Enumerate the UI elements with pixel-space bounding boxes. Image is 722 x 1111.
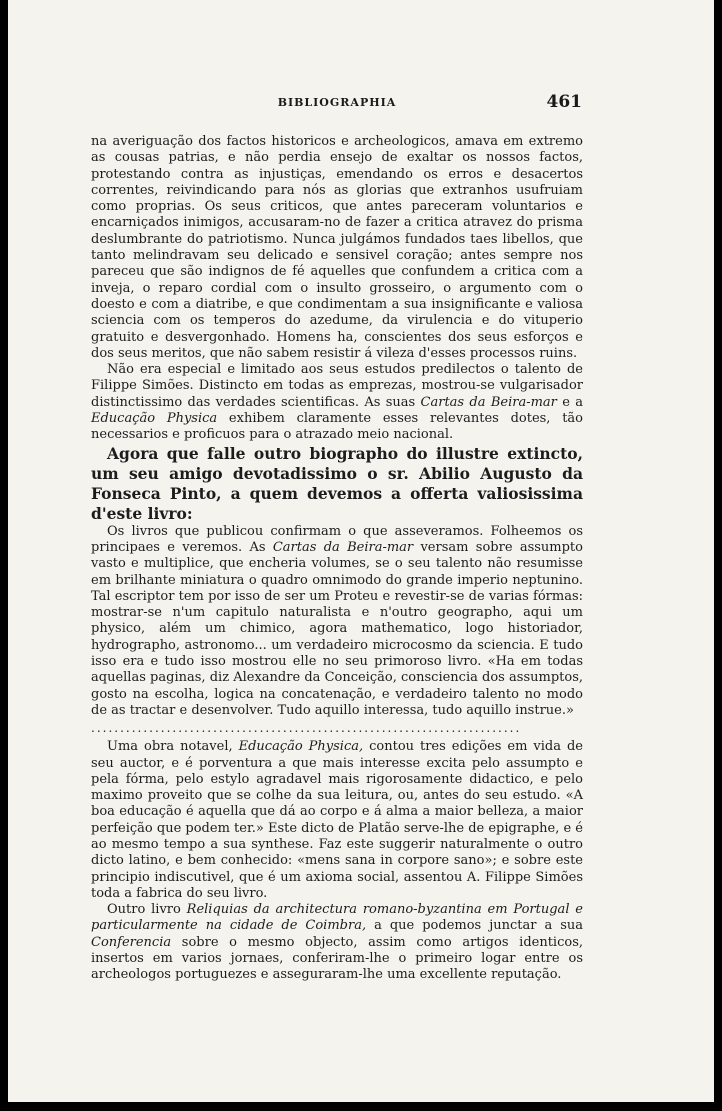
title-educacao-physica: Educação Physica [91,411,218,427]
book-page [8,0,714,1102]
paragraph-4-text-a: Uma obra notavel, [107,739,239,755]
paragraph-4 [91,739,583,902]
paragraph-5-text-b: a que podemos junctar a sua [366,918,583,934]
paragraph-2 [91,362,583,443]
paragraph-2-text-b: e a [556,394,583,410]
running-title: BIBLIOGRAPHIA [277,96,397,109]
paragraph-2-text-c: exhibem claramente esses relevantes dotes, tão necessarios e proficuos para o atrazado meio nacional. [91,411,584,443]
scan-border [0,1102,722,1111]
title-reliquias: Reliquias da architectura romano-byzantina em Portugal e particularmente na cidade de Coimbra, [91,902,583,934]
dotted-separator: .......................................................................... [91,723,522,734]
page-header [92,92,582,116]
page-number: 461 [546,92,582,112]
title-educacao-physica-2: Educação Physica, [238,739,364,755]
paragraph-1: na averiguação dos factos historicos e archeologicos, amava em extremo as cousas patrias, e não perdia ensejo de exaltar os nossos factos, protestando contra as injustiças, emendando os erros e desacertos correntes, reivindicando para nós as glorias que extranhos usufruiam como proprias. Os seus criticos, que antes pareceram voluntarios e encarniçados inimigos, accusaram-no de fazer a critica atravez do prisma deslumbrante do patriotismo. Nunca julgámos fundados taes libellos, que tanto melindravam seu delicado e sensivel coração; antes sempre nos pareceu que são indignos de fé aquelles que confundem a critica com a inveja, o reparo cordial com o insulto grosseiro, o argumento com o doesto e com a diatribe, e que condimentam a sua insignificante e valiosa sciencia com os temperos do azedume, da virulencia e do vituperio gratuito e desvergonhado. Homens ha, conscientes dos seus esforços e dos seus meritos, que não sabem resistir á vileza d'esses processos ruins. [91,134,583,361]
callout-paragraph: Agora que falle outro biographo do illustre extincto, um seu amigo devotadissimo o sr. Abilio Augusto da Fonseca Pinto, a quem devemos a offerta valiosissima d'este livro: [91,443,583,523]
paragraph-3-text-b: versam sobre assumpto vasto e multiplice, que encheria volumes, se o seu talento não resumisse em brilhante miniatura o quadro omnimodo do grande imperio neptunino. Tal escriptor tem por isso de ser um Proteu e revestir-se de varias fórmas: mostrar-se n'um capitulo naturalista e n'outro geographo, aqui um physico, além um chimico, agora mathematico, logo historiador, hydrographo, astronomo... um verdadeiro microcosmo da sciencia. E tudo isso era e tudo isso mostrou elle no seu primoroso livro. «Ha em todas aquellas paginas, diz Alexandre da Conceição, consciencia dos assumptos, gosto na escolha, logica na concatenação, e verdadeiro talento no modo de as tractar e desenvolver. Tudo aquillo interessa, tudo aquillo instrue.» [91,539,583,718]
paragraph-4-text-b: contou tres edições em vida de seu auctor, e é porventura a que mais interesse excita pelo assumpto e pela fórma, pelo estylo agradavel mais rigorosamente didactico, e pelo maximo proveito que se colhe da sua leitura, ou, antes do seu estudo. «A boa educação é aquella que dá ao corpo e á alma a maior belleza, a maior perfeição que podem ter.» Este dicto de Platão serve-lhe de epigraphe, e é ao mesmo tempo a sua synthese. Faz este suggerir naturalmente o outro dicto latino, e bem conhecido: «mens sana in corpore sano»; e sobre este principio indiscutivel, que é um axioma social, assentou A. Filippe Simões toda a fabrica do seu livro. [91,739,583,901]
paragraph-2-text-a: Não era especial e limitado aos seus estudos predilectos o talento de Filippe Simões. Distincto em todas as emprezas, mostrou-se vulgarisador distinctissimo das verdades scientificas. As suas [91,362,583,410]
title-cartas-beira-mar: Cartas da Beira-mar [420,394,557,410]
paragraph-5-text-c: sobre o mesmo objecto, assim como artigos identicos, insertos em varios jornaes, conferiram-lhe o primeiro logar entre os archeologos portuguezes e asseguraram-lhe uma excellente reputação. [91,934,583,983]
paragraph-5-text-a: Outro livro [107,902,187,918]
body-text [91,134,583,984]
paragraph-3 [91,524,583,720]
title-conferencia: Conferencia [91,934,172,950]
paragraph-5 [91,902,583,983]
paragraph-3-text-a: Os livros que publicou confirmam o que asseveramos. Folheemos os principaes e veremos. As [91,523,583,555]
title-cartas-beira-mar-2: Cartas da Beira-mar [272,539,414,555]
